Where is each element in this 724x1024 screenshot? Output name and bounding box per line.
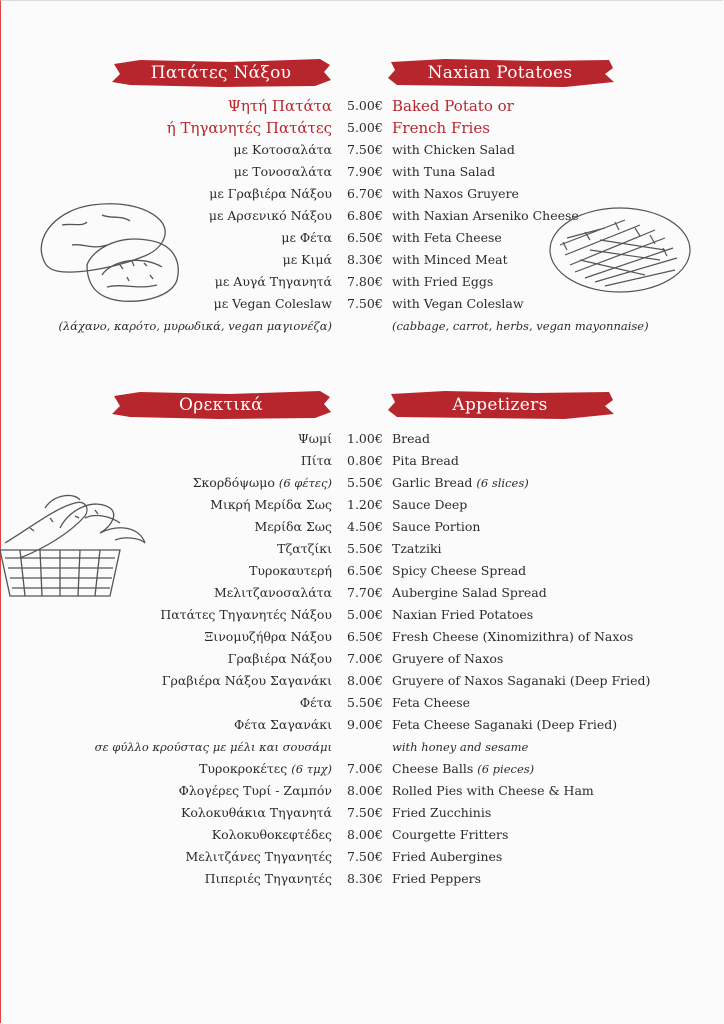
menu-note-row [0,315,724,337]
item-name-gr [255,516,333,538]
menu-row [0,714,724,736]
item-name-en: with Tuna Salad [392,164,496,179]
item-name-en-text: Feta Cheese [392,695,471,710]
item-name-gr [162,670,332,692]
item-name-gr-text: Ψωμί [297,431,332,446]
item-name-en-text: Garlic Bread [392,475,477,490]
item-name-en [392,714,617,736]
item-name-en [392,648,503,670]
item-price: 1.20€ [347,497,383,512]
item-name-en [392,604,533,626]
item-price: 5.50€ [347,695,383,710]
french-fries-sketch-icon [545,200,695,300]
item-note-gr: (6 φέτες) [278,476,332,490]
item-name-en-text: Fried Zucchinis [392,805,492,820]
menu-row [0,692,724,714]
item-name-gr-text: Σκορδόψωμο [192,475,279,490]
menu-row [0,736,724,758]
item-name-gr [205,626,332,648]
item-note-gr: (6 τμχ) [291,762,332,776]
item-name-gr-text: Μερίδα Σως [254,519,332,534]
item-name-gr-text: Γραβιέρα Νάξου Σαγανάκι [161,673,332,688]
item-name-gr-text: Πιπεριές Τηγανητές [204,871,332,886]
item-name-en: French Fries [392,119,490,137]
item-name-gr: με Αρσενικό Νάξου [208,208,332,223]
item-name-en [392,450,459,472]
appetizers-title-en: Appetizers [452,395,548,415]
item-name-en-text: Rolled Pies with Cheese & Ham [392,783,594,798]
item-name-gr [228,648,332,670]
item-name-en-text: Fried Aubergines [392,849,503,864]
item-name-en [392,802,491,824]
item-name-en [392,692,470,714]
item-name-en-text: Spicy Cheese Spread [392,563,527,578]
item-name-en [392,428,430,450]
item-price: 6.50€ [347,563,383,578]
section-header-potatoes-en [385,56,615,90]
item-name-en [392,560,526,582]
item-name-gr: με Κιμά [282,252,332,267]
item-price: 8.00€ [347,783,383,798]
item-name-gr [199,758,332,780]
item-name-gr [193,472,332,494]
potatoes-title-gr: Πατάτες Νάξου [150,63,292,83]
item-name-gr-text: Πίτα [300,453,332,468]
item-name-gr: ή Τηγανητές Πατάτες [166,119,332,137]
item-name-en-text: Feta Cheese Saganaki (Deep Fried) [392,717,618,732]
menu-row [0,450,724,472]
item-name-en [392,626,633,648]
item-name-en-text: Aubergine Salad Spread [392,585,547,600]
item-note-en: (6 pieces) [477,762,535,776]
item-name-en [392,824,508,846]
item-name-en [392,846,502,868]
baked-potato-sketch-icon [32,195,187,310]
item-note-gr: σε φύλλο κρούστας με μέλι και σουσάμι [94,740,332,754]
menu-row [0,648,724,670]
item-name-gr [277,538,332,560]
item-price: 8.00€ [347,827,383,842]
item-name-en-text: Gruyere of Naxos Saganaki (Deep Fried) [392,673,651,688]
item-name-gr-text: Φέτα [299,695,332,710]
item-name-en: Baked Potato or [392,97,514,115]
menu-row [0,626,724,648]
item-name-gr: Ψητή Πατάτα [227,97,332,115]
item-name-gr [160,604,332,626]
item-name-gr-text: Φλογέρες Τυρί - Ζαμπόν [178,783,332,798]
item-name-gr [186,846,333,868]
bread-basket-sketch-icon [0,488,155,608]
item-name-gr-text: Μελιτζανοσαλάτα [213,585,332,600]
item-name-gr-text: Γραβιέρα Νάξου [227,651,332,666]
item-name-en: with Minced Meat [392,252,508,267]
item-name-en-text: Gruyere of Naxos [392,651,504,666]
item-name-en-text: Cheese Balls [392,761,478,776]
item-name-gr [179,780,332,802]
item-name-gr [210,494,332,516]
item-name-en [392,538,442,560]
item-name-en: with Fried Eggs [392,274,494,289]
item-price: 6.50€ [347,629,383,644]
item-name-gr-text: Κολοκυθάκια Τηγανητά [180,805,332,820]
item-price: 7.80€ [347,274,383,289]
item-name-en-text: Bread [392,431,431,446]
item-price: 7.50€ [347,805,383,820]
potatoes-title-en: Naxian Potatoes [427,63,573,83]
menu-row [0,758,724,780]
item-name-gr: με Vegan Coleslaw [213,296,332,311]
item-name-en [392,582,547,604]
item-name-en [392,736,528,758]
item-name-gr-text: Κολοκυθοκεφτέδες [211,827,332,842]
item-price: 7.50€ [347,296,383,311]
menu-row [0,802,724,824]
section-header-appetizers-gr [110,388,332,422]
item-name-gr [300,692,332,714]
item-name-gr-text: Τζατζίκι [277,541,332,556]
item-price: 5.00€ [347,607,383,622]
item-price: 4.50€ [347,519,383,534]
item-name-en [392,780,594,802]
item-name-en: with Chicken Salad [392,142,515,157]
item-name-en-text: Fried Peppers [392,871,482,886]
item-name-gr [95,736,332,758]
menu-row [0,846,724,868]
menu-row [0,780,724,802]
item-name-en-text: Naxian Fried Potatoes [392,607,534,622]
section-header-appetizers-en [385,388,615,422]
item-price: 6.50€ [347,230,383,245]
item-name-en-text: Sauce Deep [392,497,468,512]
item-price: 5.50€ [347,475,383,490]
item-price: 5.00€ [347,120,383,135]
item-name-gr [301,450,332,472]
item-name-gr [298,428,332,450]
item-name-en [392,472,529,494]
item-name-en: with Vegan Coleslaw [392,296,524,311]
item-price: 0.80€ [347,453,383,468]
item-name-gr: με Τονοσαλάτα [233,164,332,179]
item-name-en [392,494,467,516]
item-name-gr-text: Τυροκαυτερή [249,563,332,578]
menu-row [0,428,724,450]
item-name-gr: με Κοτοσαλάτα [233,142,332,157]
item-price: 8.30€ [347,252,383,267]
menu-row [0,824,724,846]
item-name-en: with Naxos Gruyere [392,186,519,201]
item-name-en [392,670,650,692]
note-gr: (λάχανο, καρότο, μυρωδικά, vegan μαγιονέζα) [58,319,332,333]
item-price: 7.00€ [347,651,383,666]
note-en: (cabbage, carrot, herbs, vegan mayonnaise) [392,319,649,333]
item-name-gr [212,824,332,846]
item-price: 6.70€ [347,186,383,201]
item-price: 7.70€ [347,585,383,600]
item-price: 7.90€ [347,164,383,179]
item-name-en: with Naxian Arseniko Cheese [392,208,579,223]
item-name-en-text: Sauce Portion [392,519,481,534]
item-name-en: with Feta Cheese [392,230,502,245]
menu-row [0,139,724,161]
item-price: 5.00€ [347,98,383,113]
item-price: 7.50€ [347,142,383,157]
item-name-gr-text: Μικρή Μερίδα Σως [210,497,332,512]
menu-row [0,117,724,139]
item-name-gr-text: Πατάτες Τηγανητές Νάξου [160,607,332,622]
item-name-en-text: Tzatziki [392,541,442,556]
item-note-en: with honey and sesame [392,740,529,754]
item-note-en: (6 slices) [476,476,529,490]
menu-row [0,670,724,692]
item-name-gr-text: Μελιτζάνες Τηγανητές [185,849,332,864]
item-price: 9.00€ [347,717,383,732]
item-name-gr-text: Τυροκροκέτες [199,761,292,776]
item-name-en-text: Fresh Cheese (Xinomizithra) of Naxos [392,629,634,644]
item-price: 7.50€ [347,849,383,864]
item-name-en [392,758,534,780]
item-price: 5.50€ [347,541,383,556]
item-price: 8.00€ [347,673,383,688]
menu-row [0,868,724,890]
section-header-potatoes-gr [110,56,332,90]
appetizers-title-gr: Ορεκτικά [179,395,263,415]
item-name-gr [181,802,332,824]
item-name-en-text: Pita Bread [392,453,459,468]
item-price: 7.00€ [347,761,383,776]
item-name-gr-text: Φέτα Σαγανάκι [234,717,332,732]
item-name-en-text: Courgette Fritters [392,827,509,842]
item-price: 1.00€ [347,431,383,446]
item-name-gr [234,714,332,736]
item-price: 6.80€ [347,208,383,223]
item-name-gr [205,868,332,890]
item-name-gr-text: Ξινομυζήθρα Νάξου [204,629,332,644]
menu-row [0,161,724,183]
item-price: 8.30€ [347,871,383,886]
item-name-en [392,868,481,890]
item-name-gr: με Φέτα [281,230,332,245]
item-name-gr: με Γραβιέρα Νάξου [209,186,332,201]
item-name-gr [249,560,332,582]
menu-row [0,95,724,117]
item-name-gr: με Αυγά Τηγανητά [214,274,332,289]
item-name-gr [214,582,332,604]
item-name-en [392,516,480,538]
